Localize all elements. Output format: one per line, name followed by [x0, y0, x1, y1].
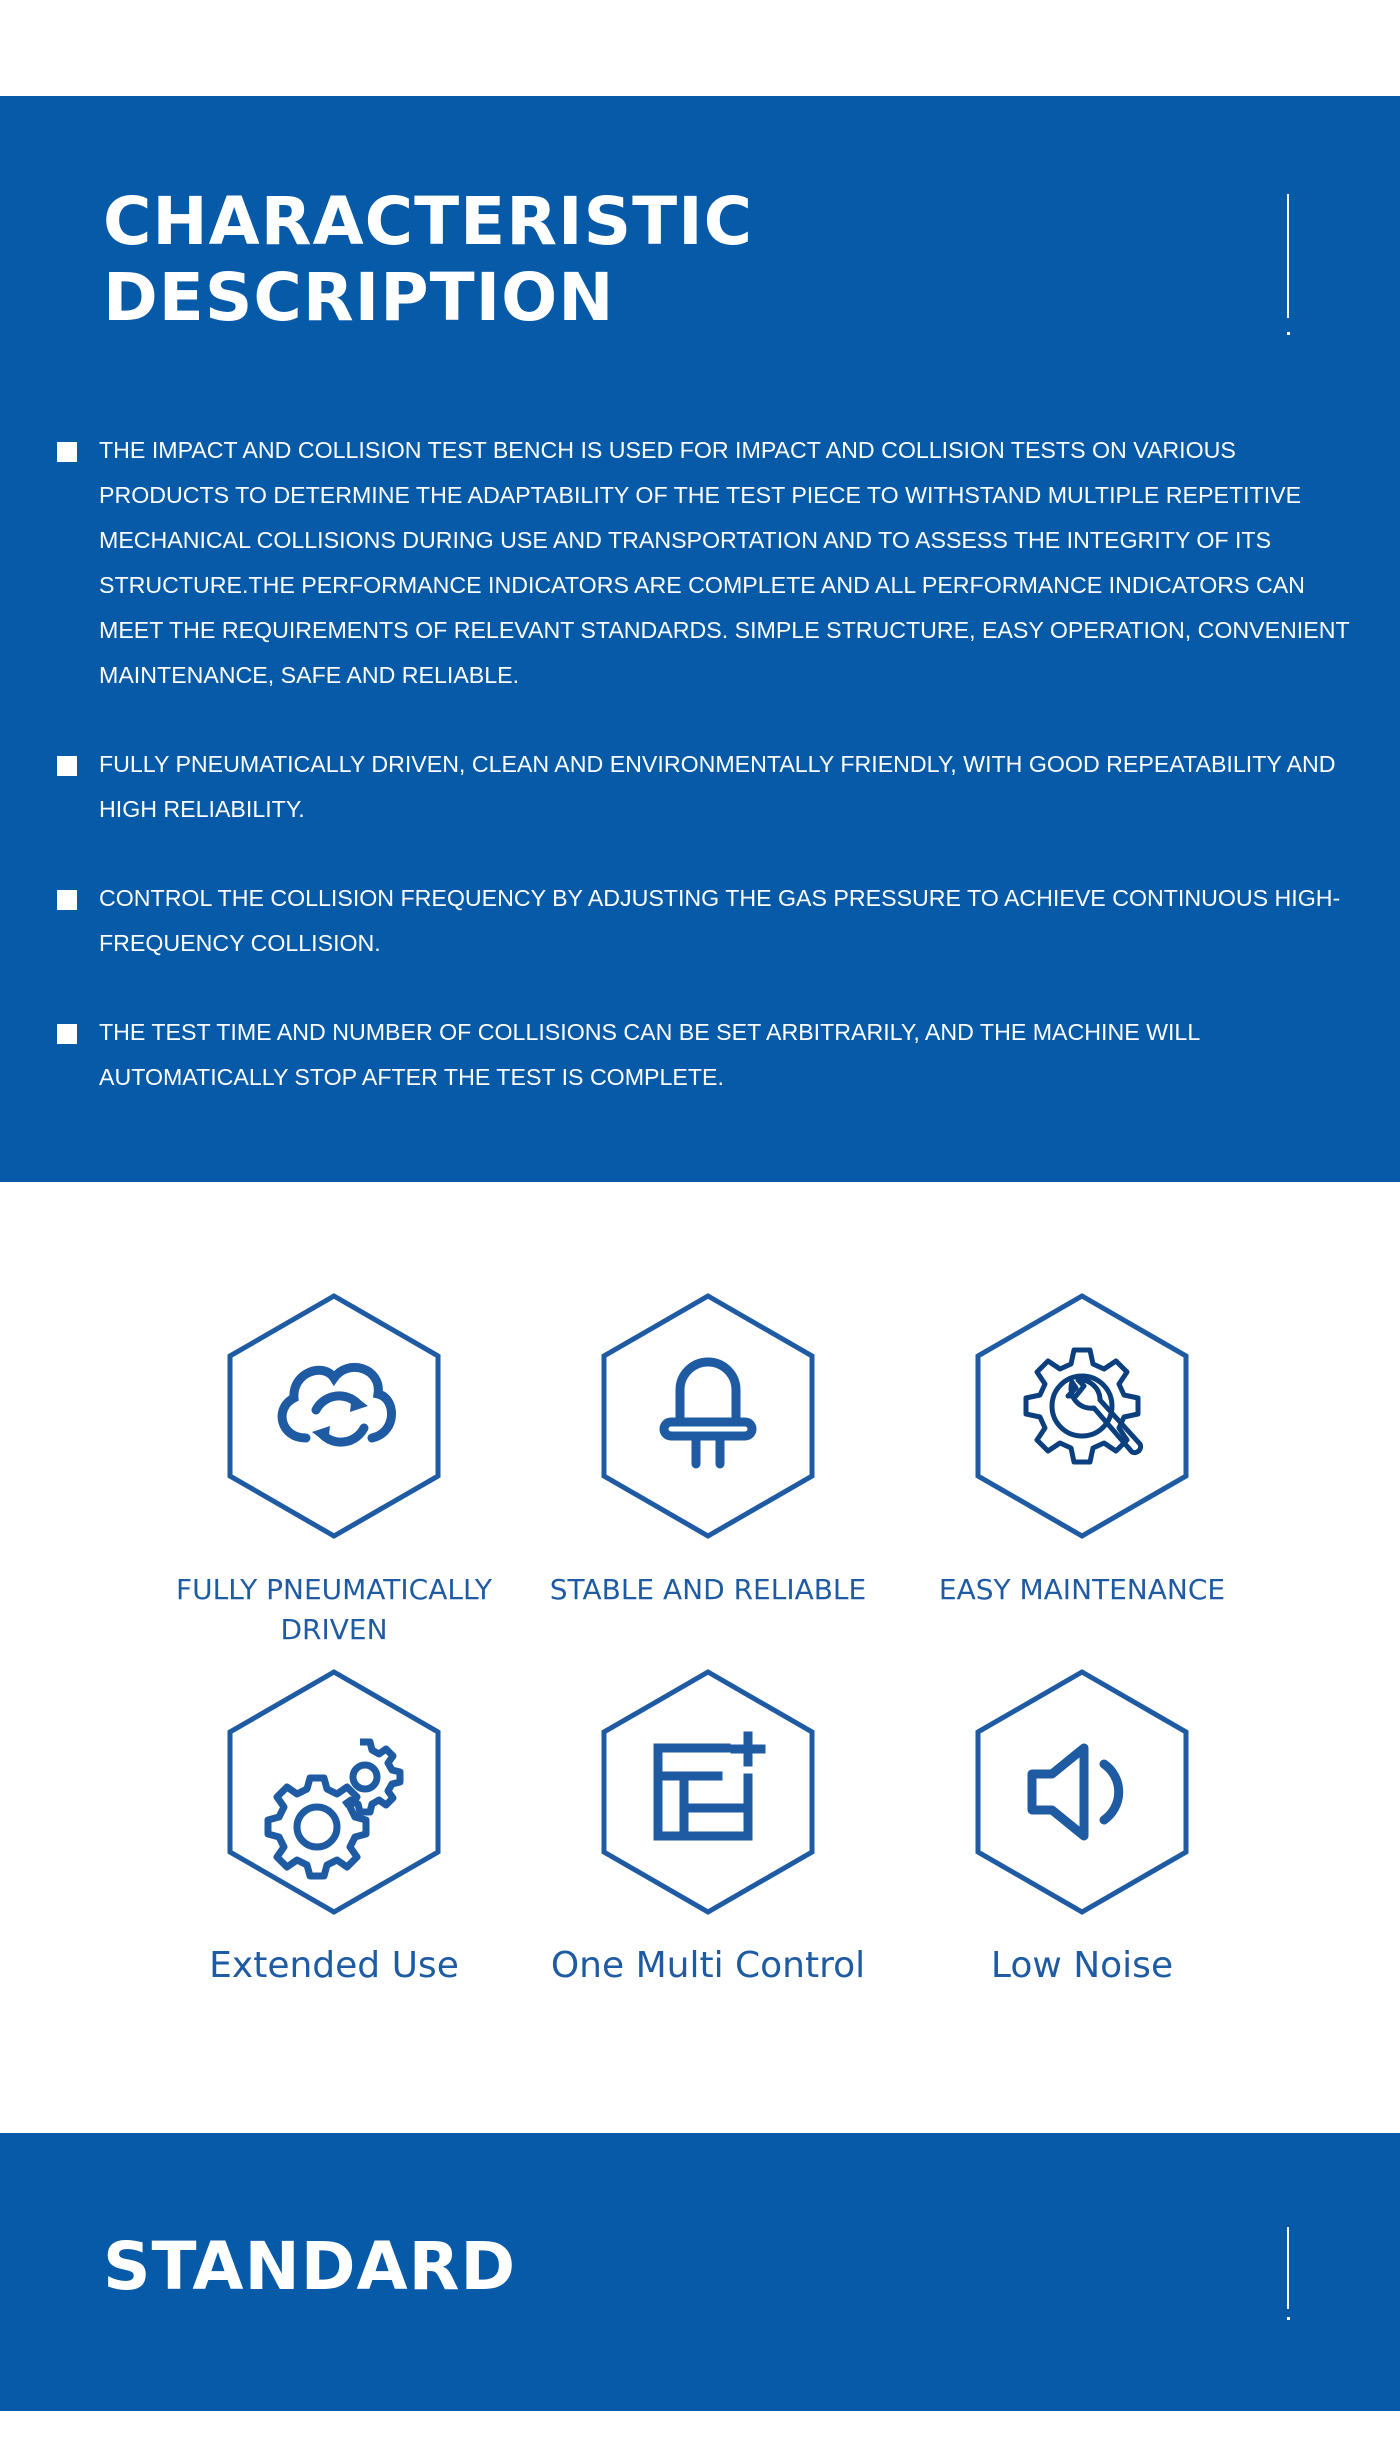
bullet-square-icon: [57, 1024, 77, 1044]
feature-label: STABLE AND RELIABLE: [549, 1573, 867, 1606]
characteristic-list: [56, 428, 1356, 1144]
feature-label: FULLY PNEUMATICALLY DRIVEN: [176, 1573, 492, 1646]
title-divider-dot: [1287, 332, 1290, 335]
feature-one-multi-control: [521, 1668, 895, 1988]
title-divider-dot: [1287, 2317, 1290, 2320]
title-divider-line: [1287, 194, 1289, 318]
feature-maintenance: [895, 1292, 1269, 1610]
gears-icon: [224, 1668, 444, 1916]
characteristic-section: [0, 96, 1400, 1182]
standard-section: [0, 2133, 1400, 2411]
gear-wrench-icon: [972, 1292, 1192, 1540]
cloud-sync-icon: [224, 1292, 444, 1540]
standard-title: STANDARD: [103, 2228, 517, 2305]
panel-add-icon: [598, 1668, 818, 1916]
feature-extended-use: [147, 1668, 521, 1988]
characteristic-title: CHARACTERISTIC DESCRIPTION: [103, 183, 754, 336]
title-divider-line: [1287, 2227, 1289, 2309]
feature-label: One Multi Control: [550, 1945, 866, 1986]
led-icon: [598, 1292, 818, 1540]
list-item: FULLY PNEUMATICALLY DRIVEN, CLEAN AND ENVIRONMENTALLY FRIENDLY, WITH GOOD REPEATABILITY AND HIGH RELIABILITY.: [56, 742, 1356, 832]
feature-low-noise: [895, 1668, 1269, 1988]
bullet-square-icon: [57, 442, 77, 462]
feature-label: EASY MAINTENANCE: [938, 1573, 1226, 1606]
feature-label: Low Noise: [990, 1945, 1174, 1986]
speaker-icon: [972, 1668, 1192, 1916]
list-item: CONTROL THE COLLISION FREQUENCY BY ADJUSTING THE GAS PRESSURE TO ACHIEVE CONTINUOUS HIGH-FREQUENCY COLLISION.: [56, 876, 1356, 966]
bullet-square-icon: [57, 756, 77, 776]
feature-stable: [521, 1292, 895, 1610]
list-item: THE TEST TIME AND NUMBER OF COLLISIONS CAN BE SET ARBITRARILY, AND THE MACHINE WILL AUTOMATICALLY STOP AFTER THE TEST IS COMPLETE.: [56, 1010, 1356, 1100]
feature-label: Extended Use: [209, 1945, 459, 1986]
feature-pneumatic: [147, 1292, 521, 1650]
list-item: THE IMPACT AND COLLISION TEST BENCH IS USED FOR IMPACT AND COLLISION TESTS ON VARIOUS PRODUCTS TO DETERMINE THE ADAPTABILITY OF THE TEST PIECE TO WITHSTAND MULTIPLE REPETITIVE MECHANICAL COLLISIONS DURING USE AND TRANSPORTATION AND TO ASSESS THE INTEGRITY OF ITS STRUCTURE.THE PERFORMANCE INDICATORS ARE COMPLETE AND ALL PERFORMANCE INDICATORS CAN MEET THE REQUIREMENTS OF RELEVANT STANDARDS. SIMPLE STRUCTURE, EASY OPERATION, CONVENIENT MAINTENANCE, SAFE AND RELIABLE.: [56, 428, 1356, 698]
bullet-square-icon: [57, 890, 77, 910]
